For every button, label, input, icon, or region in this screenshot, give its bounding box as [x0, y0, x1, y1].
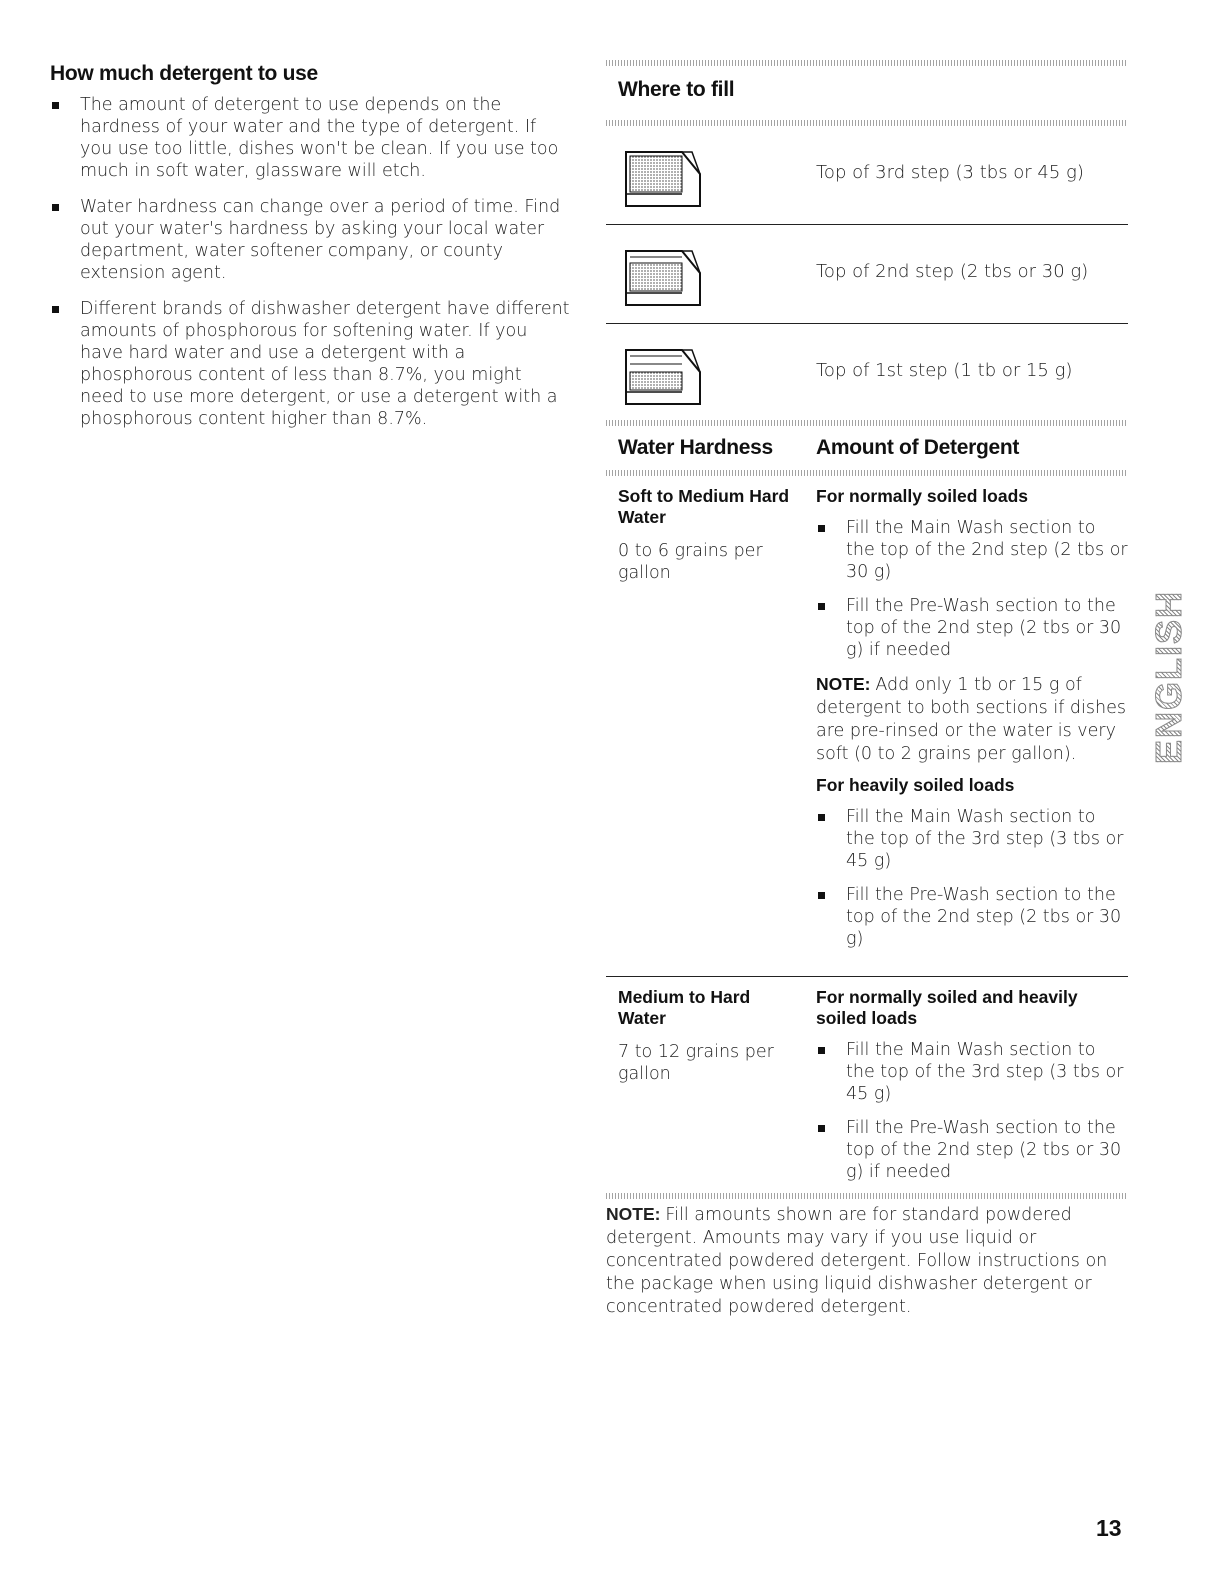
- fill-row-2nd-step: [606, 225, 1128, 324]
- divider: [606, 1193, 1128, 1199]
- dispenser-3rd-step-icon: [620, 144, 702, 210]
- soft-water-note: [816, 673, 1128, 765]
- list-item: Fill the Main Wash section to the top of the 2nd step (2 tbs or 30 g): [816, 517, 1128, 583]
- soft-water-amount-cell: [816, 486, 1128, 962]
- language-tab: [1148, 565, 1189, 790]
- fill-level-text: Top of 3rd step (3 tbs or 45 g): [816, 162, 1084, 183]
- divider: [606, 60, 1128, 66]
- water-hardness-heading: Water Hardness: [618, 436, 773, 459]
- dispenser-2nd-step-icon: [620, 243, 702, 309]
- where-to-fill-section: [606, 60, 1128, 1199]
- table-row: [606, 476, 1128, 976]
- page-number: 13: [1096, 1515, 1122, 1541]
- hardness-table-header: [606, 426, 1128, 470]
- amount-heading: Amount of Detergent: [816, 436, 1020, 459]
- note-label: NOTE:: [606, 1204, 661, 1224]
- hard-water-amount-cell: [816, 987, 1128, 1195]
- soft-water-label: Soft to Medium Hard Water: [618, 486, 790, 527]
- fill-row-3rd-step: [606, 126, 1128, 225]
- detergent-section: [50, 62, 570, 444]
- table-row: [606, 976, 1128, 1193]
- note-label: NOTE:: [816, 674, 871, 694]
- list-item: Fill the Pre-Wash section to the top of the 2nd step (2 tbs or 30 g): [816, 884, 1128, 950]
- list-item: Different brands of dishwasher detergent have different amounts of phosphorous for softening water. If you have hard water and use a detergent with a phosphorous content of less than 8.7%, you might need to use more detergent, or use a detergent with a phosphorous content higher than 8.7%.: [50, 298, 570, 430]
- where-to-fill-header: [606, 66, 1128, 120]
- fill-level-text: Top of 2nd step (2 tbs or 30 g): [816, 261, 1089, 282]
- normal-heavy-loads-heading: For normally soiled and heavily soiled loads: [816, 987, 1078, 1028]
- list-item: Water hardness can change over a period of time. Find out your water's hardness by asking your local water department, water softener company, or county extension agent.: [50, 196, 570, 284]
- soft-water-cell: [618, 486, 798, 584]
- hard-water-range: 7 to 12 grains per gallon: [618, 1042, 774, 1084]
- list-item: The amount of detergent to use depends on the hardness of your water and the type of detergent. If you use too little, dishes won't be clean. If you use too much in soft water, glassware will etch.: [50, 94, 570, 182]
- hard-water-cell: [618, 987, 798, 1085]
- hard-water-label: Medium to Hard Water: [618, 987, 751, 1028]
- where-to-fill-heading: Where to fill: [618, 78, 735, 101]
- list-item: Fill the Pre-Wash section to the top of the 2nd step (2 tbs or 30 g) if needed: [816, 595, 1128, 661]
- note-text: Add only 1 tb or 15 g of detergent to both sections if dishes are pre-rinsed or the water is very soft (0 to 2 grains per gallon).: [816, 675, 1126, 764]
- detergent-heading: How much detergent to use: [50, 62, 318, 85]
- normal-loads-heading: For normally soiled loads: [816, 486, 1028, 506]
- fill-level-text: Top of 1st step (1 tb or 15 g): [816, 360, 1073, 381]
- fill-amounts-note: [606, 1203, 1128, 1318]
- fill-row-1st-step: [606, 324, 1128, 420]
- heavy-loads-heading: For heavily soiled loads: [816, 775, 1015, 795]
- list-item: Fill the Pre-Wash section to the top of the 2nd step (2 tbs or 30 g) if needed: [816, 1117, 1128, 1183]
- soft-water-range: 0 to 6 grains per gallon: [618, 541, 763, 583]
- language-tab-label: ENGLISH: [1148, 590, 1189, 765]
- list-item: Fill the Main Wash section to the top of the 3rd step (3 tbs or 45 g): [816, 806, 1128, 872]
- dispenser-1st-step-icon: [620, 342, 702, 408]
- note-text: Fill amounts shown are for standard powdered detergent. Amounts may vary if you use liquid or concentrated powdered detergent. Follow instructions on the package when using liquid dishwasher detergent or concentrated powdered detergent.: [606, 1205, 1108, 1317]
- list-item: Fill the Main Wash section to the top of the 3rd step (3 tbs or 45 g): [816, 1039, 1128, 1105]
- detergent-bullet-list: [50, 94, 570, 430]
